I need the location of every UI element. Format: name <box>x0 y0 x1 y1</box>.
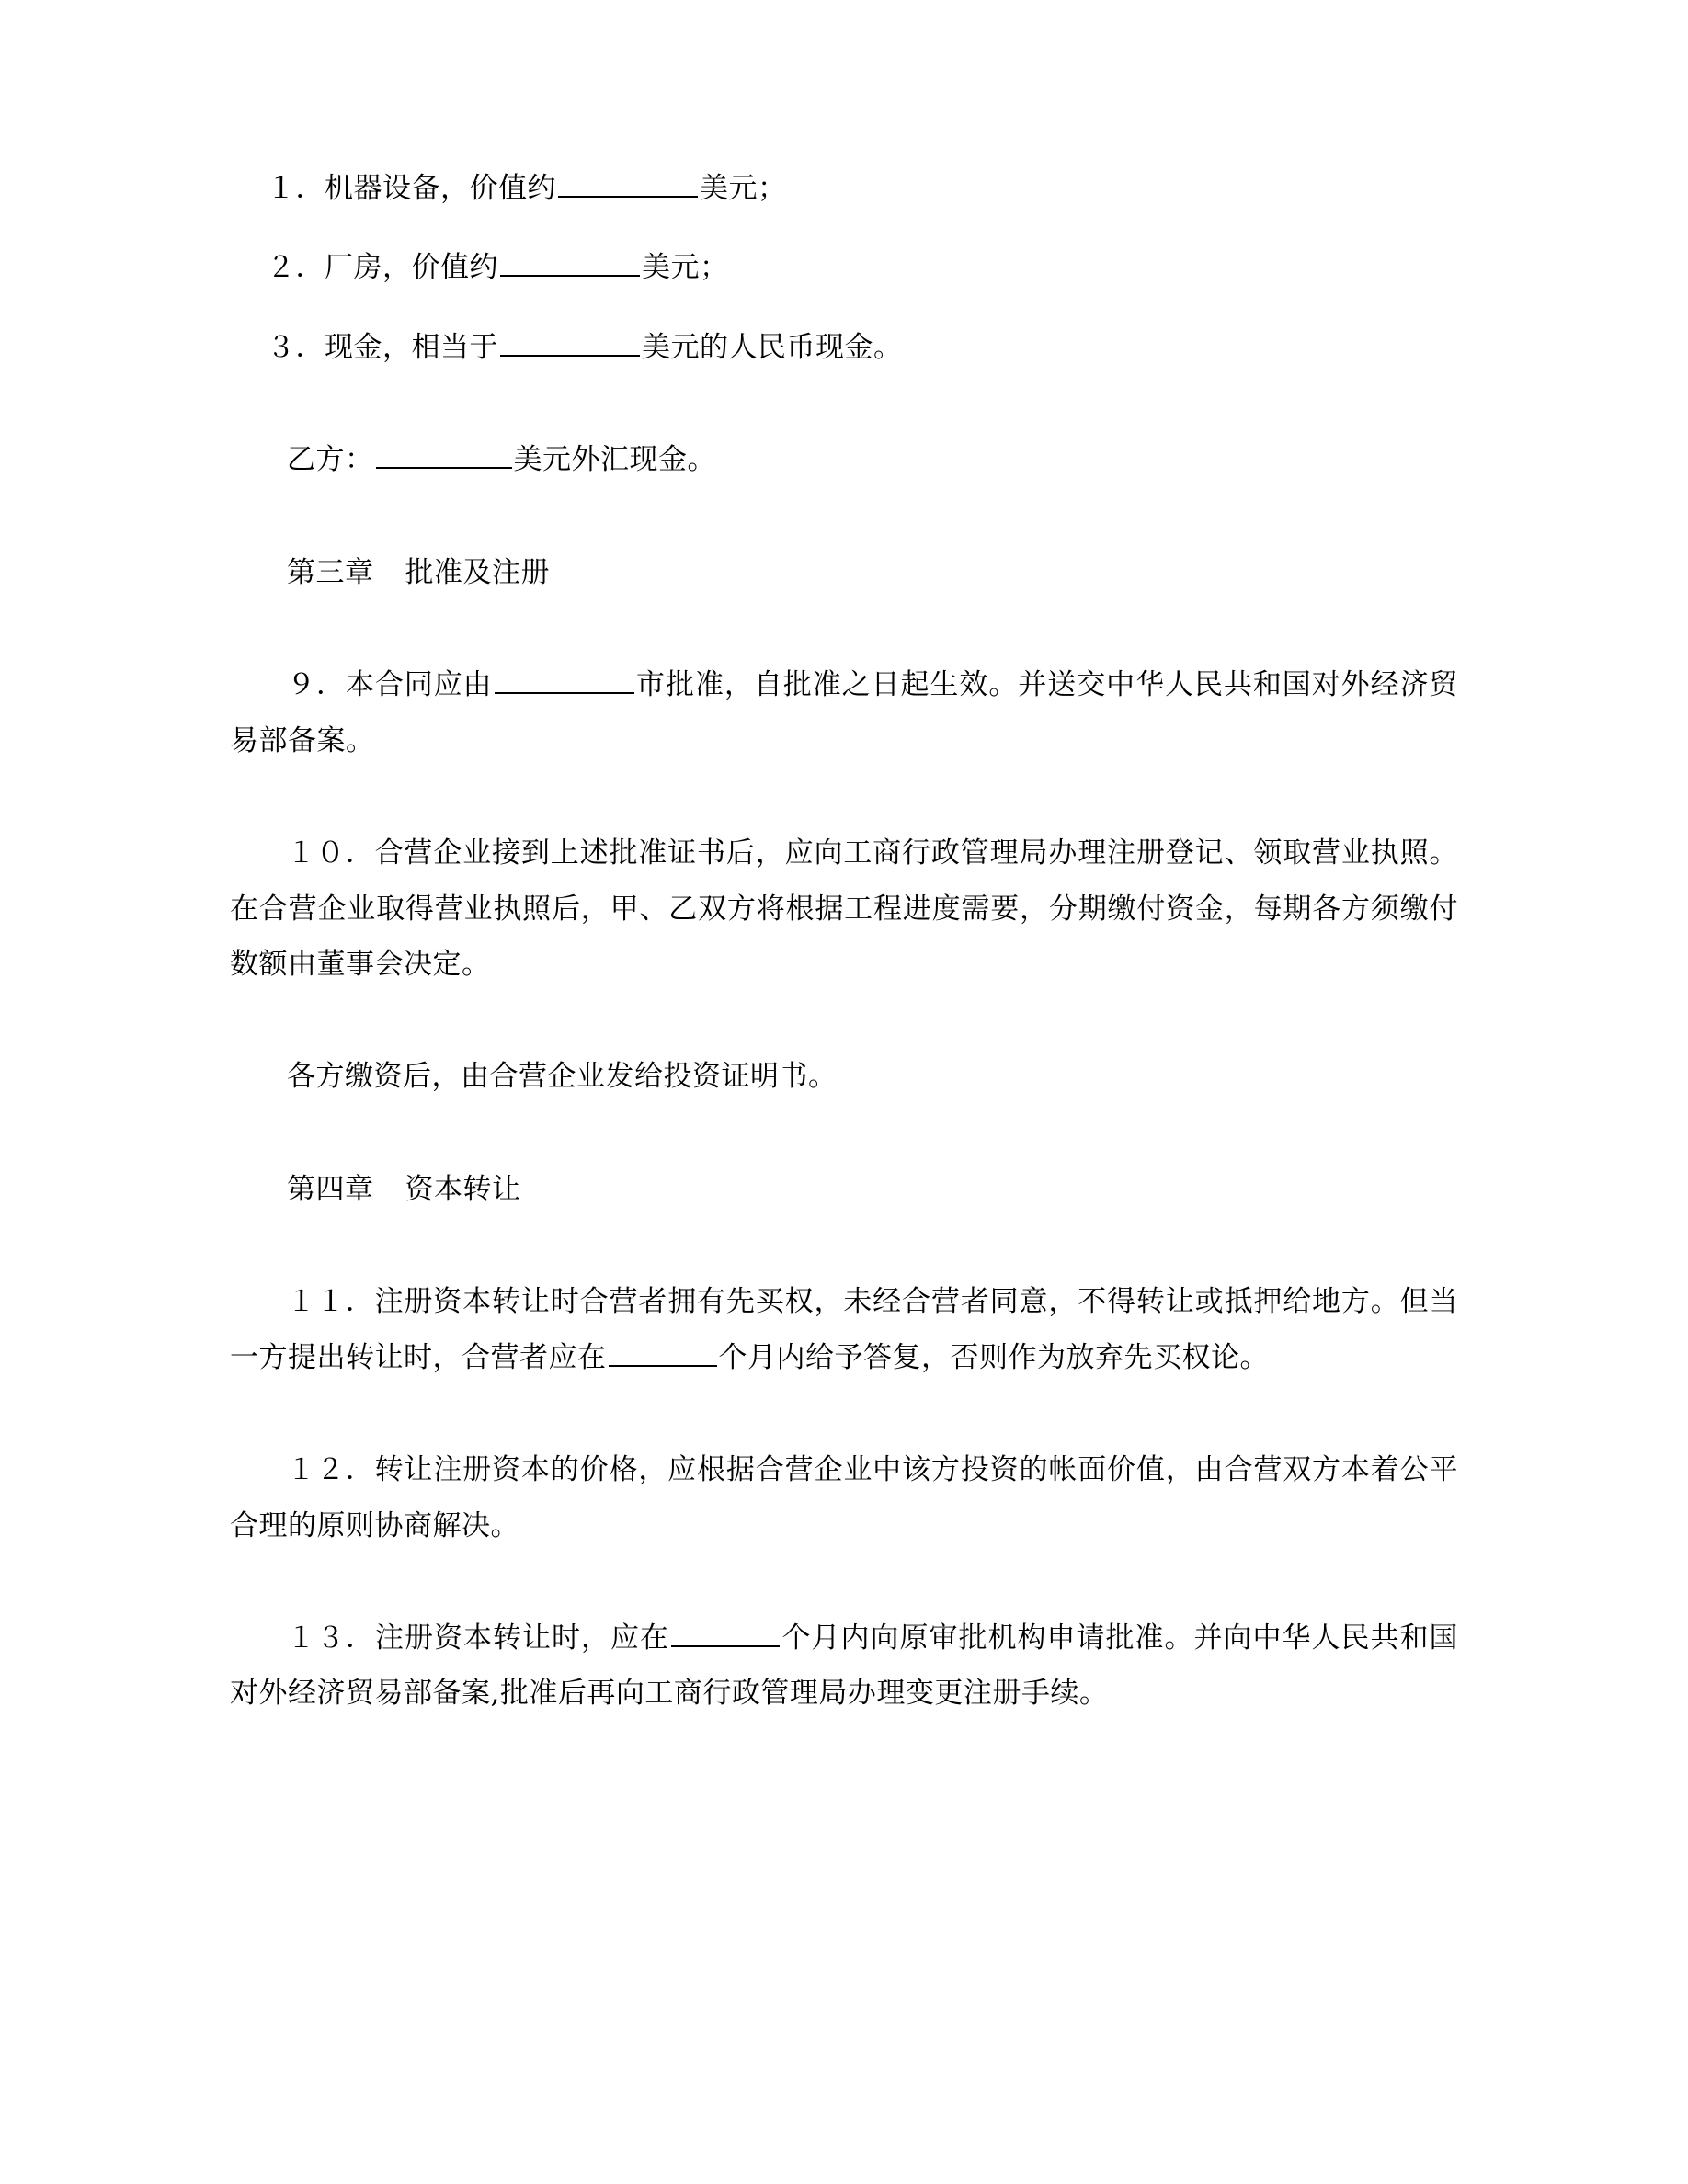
list-item-text: １．机器设备，价值约 <box>267 172 556 205</box>
spacer <box>230 1553 1458 1610</box>
document-body <box>230 161 1458 1722</box>
paragraph-text-tail: 市批准，自批准之日起生效。并送交中华人民共和国对外经济贸易部备案。 <box>230 668 1459 757</box>
spacer <box>230 1105 1458 1162</box>
paragraph-article-12: １２．转让注册资本的价格，应根据合营企业中该方投资的帐面价值，由合营双方本着公平合理的原则协商解决。 <box>230 1453 1458 1542</box>
paragraph-article-9 <box>230 657 1458 768</box>
paragraph-text: １３．注册资本转让时，应在 <box>287 1621 669 1655</box>
list-item-text: ３．现金，相当于 <box>267 330 498 364</box>
paragraph-text-tail: 个月内向原审批机构申请批准。并向中华人民共和国对外经济贸易部备案,批准后再向工商行政管理局办理变更注册手续。 <box>230 1621 1458 1711</box>
spacer <box>230 1217 1458 1274</box>
chapter-number: 第三章 <box>287 555 374 589</box>
paragraph-article-11 <box>230 1274 1458 1385</box>
spacer <box>230 216 1458 240</box>
fill-in-blank[interactable] <box>500 322 640 357</box>
fill-in-blank[interactable] <box>500 243 640 278</box>
paragraph-investment-certificate: 各方缴资后，由合营企业发给投资证明书。 <box>287 1060 838 1094</box>
paragraph-text: 乙方： <box>287 443 374 477</box>
chapter-title: 批准及注册 <box>405 555 550 589</box>
list-item <box>267 320 1458 375</box>
list-item-text-tail: 美元； <box>700 172 787 205</box>
paragraph-text-tail: 个月内给予答复，否则作为放弃先买权论。 <box>718 1340 1269 1374</box>
paragraph-text: １１．注册资本转让时合营者拥有先买权，未经合营者同意，不得转让或抵押给地方。但当一方提出转让时，合营者应在 <box>230 1285 1458 1374</box>
spacer <box>230 768 1458 825</box>
list-item <box>267 240 1458 295</box>
spacer <box>230 375 1458 432</box>
fill-in-blank[interactable] <box>558 163 698 198</box>
fill-in-blank[interactable] <box>671 1612 780 1647</box>
paragraph-text: ９．本合同应由 <box>287 668 493 702</box>
paragraph-article-13 <box>230 1610 1458 1722</box>
spacer <box>230 600 1458 657</box>
fill-in-blank[interactable] <box>609 1332 717 1367</box>
fill-in-blank[interactable] <box>495 660 634 695</box>
paragraph-article-10: １０．合营企业接到上述批准证书后，应向工商行政管理局办理注册登记、领取营业执照。在合营企业取得营业执照后，甲、乙双方将根据工程进度需要，分期缴付资金，每期各方须缴付数额由董事会决定。 <box>230 836 1458 981</box>
chapter-title: 资本转让 <box>405 1172 521 1206</box>
spacer <box>230 488 1458 545</box>
fill-in-blank[interactable] <box>376 435 512 470</box>
paragraph-party-b <box>230 432 1458 487</box>
paragraph-text-tail: 美元外汇现金。 <box>513 443 716 477</box>
spacer <box>230 992 1458 1049</box>
list-item <box>267 161 1458 216</box>
chapter-heading-4 <box>230 1162 1458 1217</box>
chapter-number: 第四章 <box>287 1172 374 1206</box>
spacer <box>230 296 1458 320</box>
list-item-text-tail: 美元； <box>642 251 729 285</box>
list-item-text-tail: 美元的人民币现金。 <box>642 330 903 364</box>
spacer <box>230 1385 1458 1442</box>
chapter-heading-3 <box>230 545 1458 600</box>
list-item-text: ２．厂房，价值约 <box>267 251 498 285</box>
